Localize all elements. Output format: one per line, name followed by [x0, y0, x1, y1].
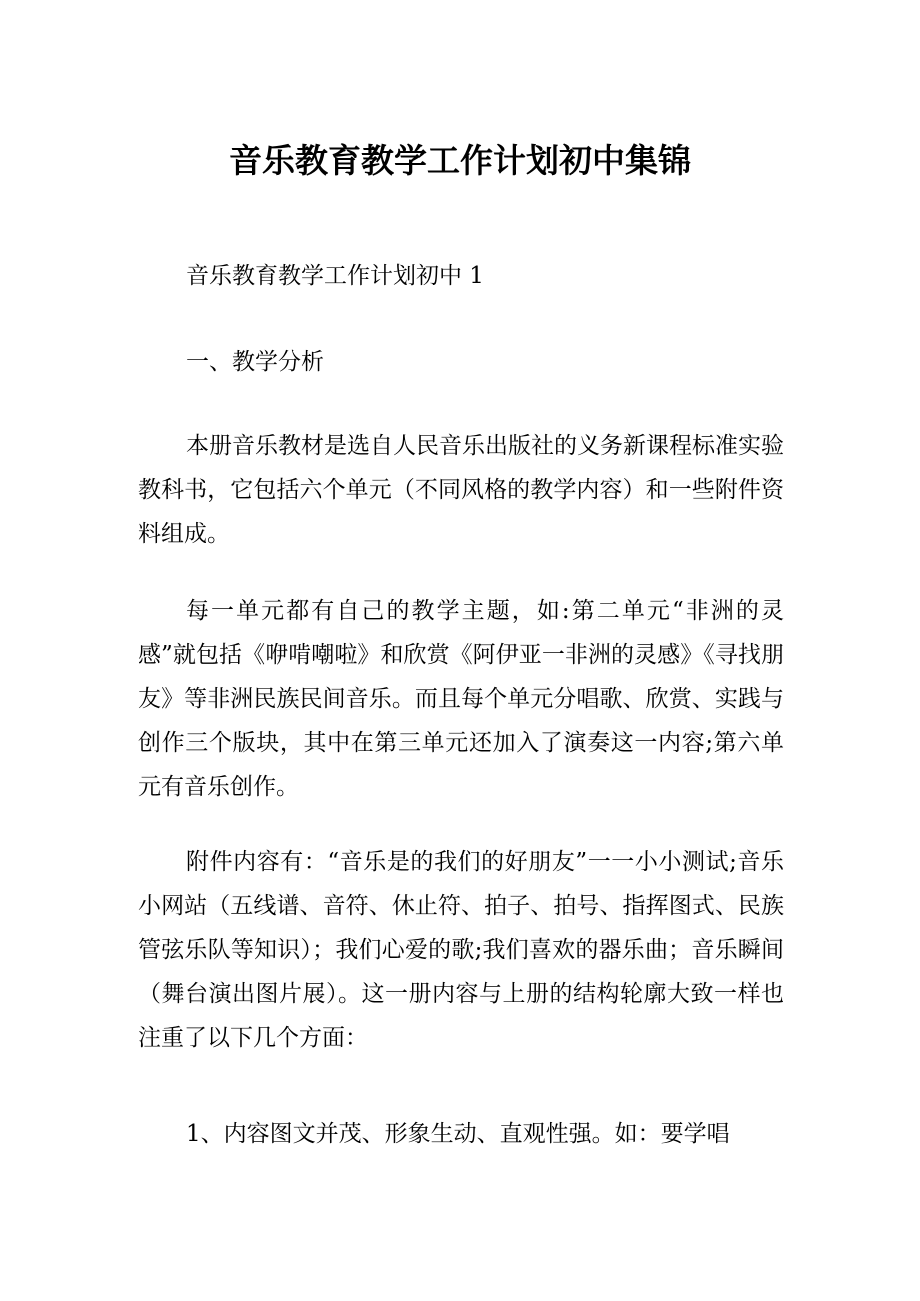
paragraph-unit-themes: 每一单元都有自己的教学主题，如:第二单元“非洲的灵感”就包括《咿啃嘲啦》和欣赏《阿伊亚一非洲的灵感》《寻找朋友》等非洲民族民间音乐。而且每个单元分唱歌、欣赏、实践与创作三个版块，其中在第三单元还加入了演奏这一内容;第六单元有音乐创作。 [138, 598, 784, 800]
paragraph-textbook-intro: 本册音乐教材是选自人民音乐出版社的义务新课程标准实验教科书，它包括六个单元（不同风格的教学内容）和一些附件资料组成。 [138, 433, 784, 547]
document-subtitle: 音乐教育教学工作计划初中 1 [186, 263, 484, 289]
document-title: 音乐教育教学工作计划初中集锦 [229, 141, 691, 181]
paragraph-point-one: 1、内容图文并茂、形象生动、直观性强。如：要学唱 [186, 1121, 730, 1147]
paragraph-appendix-content: 附件内容有：“音乐是的我们的好朋友”一一小小测试;音乐小网站（五线谱、音符、休止符、拍子、拍号、指挥图式、民族管弦乐队等知识）；我们心爱的歌;我们喜欢的器乐曲；音乐瞬间（舞台演出图片展）。这一册内容与上册的结构轮廓大致一样也注重了以下几个方面： [138, 849, 784, 1051]
section-heading: 一、教学分析 [186, 349, 324, 375]
